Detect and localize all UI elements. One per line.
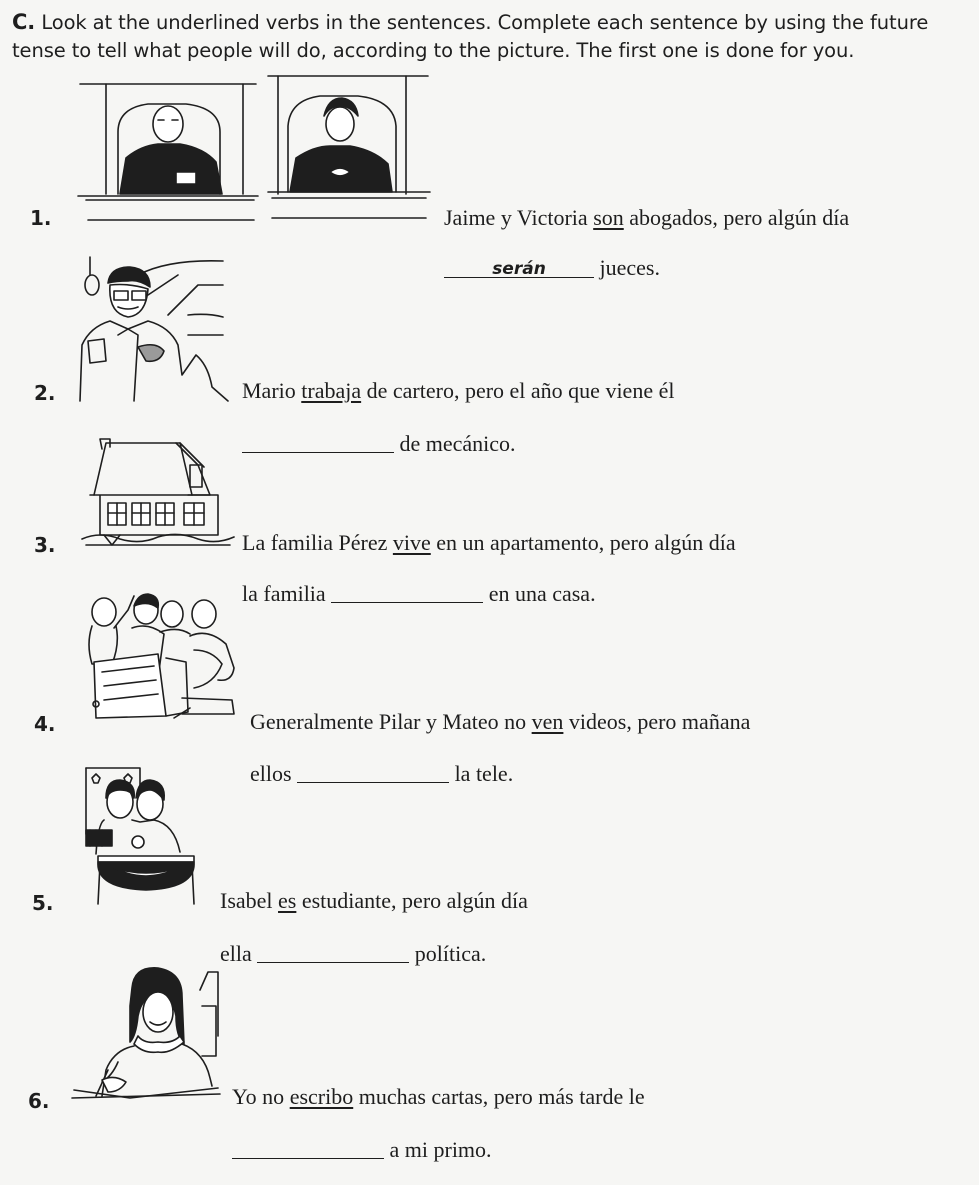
- sentence-line: Isabel es estudiante, pero algún día: [220, 888, 528, 913]
- section-letter: C.: [12, 10, 36, 34]
- underlined-verb: es: [278, 888, 297, 913]
- answer-blank[interactable]: [331, 582, 483, 603]
- answer-text: serán: [492, 259, 546, 279]
- sentence-line: Generalmente Pilar y Mateo no ven videos, pero mañana: [250, 709, 751, 734]
- item-number: 3.: [34, 533, 56, 557]
- item-number: 1.: [30, 206, 52, 230]
- answer-blank[interactable]: [232, 1138, 384, 1159]
- politician-icon: [84, 764, 200, 906]
- mechanic-icon: [78, 255, 228, 403]
- family-tv-icon: [82, 588, 238, 724]
- sentence-line: Yo no escribo muchas cartas, pero más tarde le: [232, 1084, 645, 1109]
- sentence-line: de mecánico.: [242, 430, 516, 457]
- answer-blank[interactable]: [242, 432, 394, 453]
- answer-blank[interactable]: [257, 942, 409, 963]
- sentence-line: ella política.: [220, 941, 487, 966]
- item-number: 6.: [28, 1089, 50, 1113]
- underlined-verb: trabaja: [301, 378, 362, 403]
- instructions-text: Look at the underlined verbs in the sentences. Complete each sentence by using the future tense to tell what people will do, according to the picture. The first one is done for you.: [12, 11, 929, 62]
- sentence-line: La familia Pérez vive en un apartamento, pero algún día: [242, 530, 736, 555]
- underlined-verb: ven: [531, 709, 564, 734]
- answer-blank[interactable]: [444, 257, 594, 278]
- sentence-line: Mario trabaja de cartero, pero el año que viene él: [242, 378, 675, 403]
- answer-blank[interactable]: [297, 762, 449, 783]
- item-number: 2.: [34, 381, 56, 405]
- sentence-line: a mi primo.: [232, 1136, 492, 1163]
- sentence-line: Jaime y Victoria son abogados, pero algún día: [444, 205, 850, 230]
- underlined-verb: vive: [392, 530, 431, 555]
- sentence-line: serán jueces.: [444, 255, 660, 281]
- judges-icon: [78, 74, 430, 224]
- house-icon: [80, 435, 236, 551]
- writing-letter-icon: [72, 966, 222, 1098]
- underlined-verb: escribo: [289, 1084, 354, 1109]
- item-number: 4.: [34, 712, 56, 736]
- sentence-line: la familia en una casa.: [242, 581, 596, 606]
- sentence-line: ellos la tele.: [250, 761, 514, 786]
- item-number: 5.: [32, 891, 54, 915]
- underlined-verb: son: [593, 205, 624, 230]
- instructions: [12, 8, 972, 65]
